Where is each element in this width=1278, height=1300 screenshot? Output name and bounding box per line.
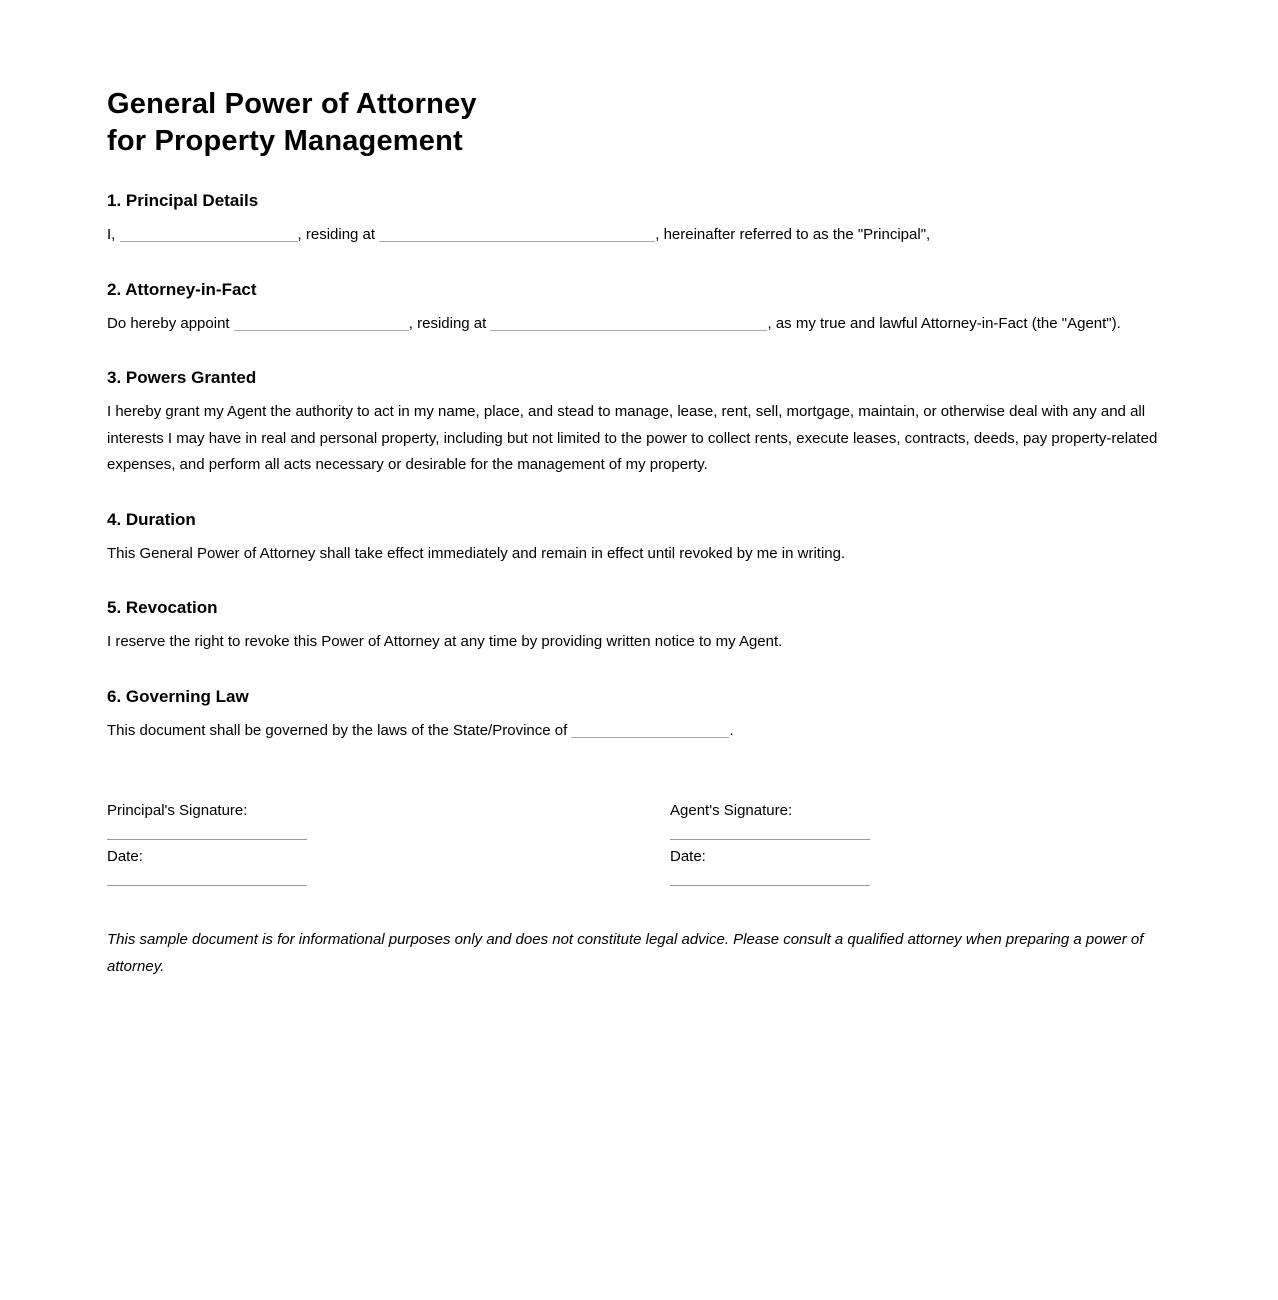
section-heading-revocation: 5. Revocation [107, 598, 218, 617]
section-heading-principal-details: 1. Principal Details [107, 191, 259, 210]
document-title [107, 86, 1171, 160]
agent-date-label: Date: [670, 848, 706, 865]
attorney-text-after-address: , as my true and lawful Attorney-in-Fact (the "Agent"). [767, 314, 1121, 332]
section-heading-attorney-in-fact: 2. Attorney-in-Fact [107, 279, 257, 299]
principal-signature-label: Principal's Signature: [107, 802, 248, 819]
document-title-line1: General Power of Attorney [107, 88, 477, 120]
principal-date-label: Date: [107, 848, 143, 865]
paragraph-governing-law [107, 718, 1171, 745]
spacer [670, 840, 870, 847]
principal-signature-line [107, 821, 307, 840]
signature-section [107, 801, 1171, 886]
principal-name-blank [120, 228, 298, 242]
disclaimer-text: This sample document is for informational purposes only and does not constitute legal advice. Please consult a qualified attorney when preparing a power of attorney. [107, 931, 1144, 975]
section-heading-duration: 4. Duration [107, 509, 196, 529]
document-title-line2: for Property Management [107, 125, 463, 157]
agent-name-blank [234, 317, 409, 331]
paragraph-revocation: I reserve the right to revoke this Power of Attorney at any time by providing written notice to my Agent. [107, 633, 783, 650]
paragraph-principal-details [107, 222, 1171, 249]
paragraph-duration: This General Power of Attorney shall take effect immediately and remain in effect until revoked by me in writing. [107, 544, 846, 562]
governing-law-text-before-blank: This document shall be governed by the laws of the State/Province of [107, 721, 568, 739]
state-province-blank [571, 724, 729, 738]
attorney-text-before-name: Do hereby appoint [107, 314, 230, 332]
principal-text-after-name: , residing at [297, 226, 376, 243]
principal-text-before-name: I, [107, 226, 116, 243]
section-heading-powers-granted: 3. Powers Granted [107, 368, 257, 387]
spacer [107, 840, 307, 847]
agent-signature-line [670, 821, 870, 840]
paragraph-powers-granted: I hereby grant my Agent the authority to act in my name, place, and stead to manage, lease, rent, sell, mortgage, maintain, or otherwise deal with any and all interests I may have in real and personal property, including but not limited to the power to collect rents, execute leases, contracts, deeds, pay property-related expenses, and perform all acts necessary or desirable for the management of my property. [107, 403, 1158, 473]
principal-text-after-address: , hereinafter referred to as the "Principal", [655, 226, 931, 243]
section-heading-governing-law: 6. Governing Law [107, 686, 249, 706]
agent-signature-label: Agent's Signature: [670, 802, 793, 819]
principal-address-blank [379, 228, 655, 242]
agent-address-blank [490, 317, 767, 331]
attorney-text-after-name: , residing at [408, 314, 487, 332]
governing-law-text-after-blank: . [729, 721, 734, 739]
principal-date-line [107, 867, 307, 886]
agent-signature-block [670, 801, 870, 886]
paragraph-attorney-in-fact [107, 311, 1171, 338]
principal-signature-block [107, 801, 307, 886]
agent-date-line [670, 867, 870, 886]
